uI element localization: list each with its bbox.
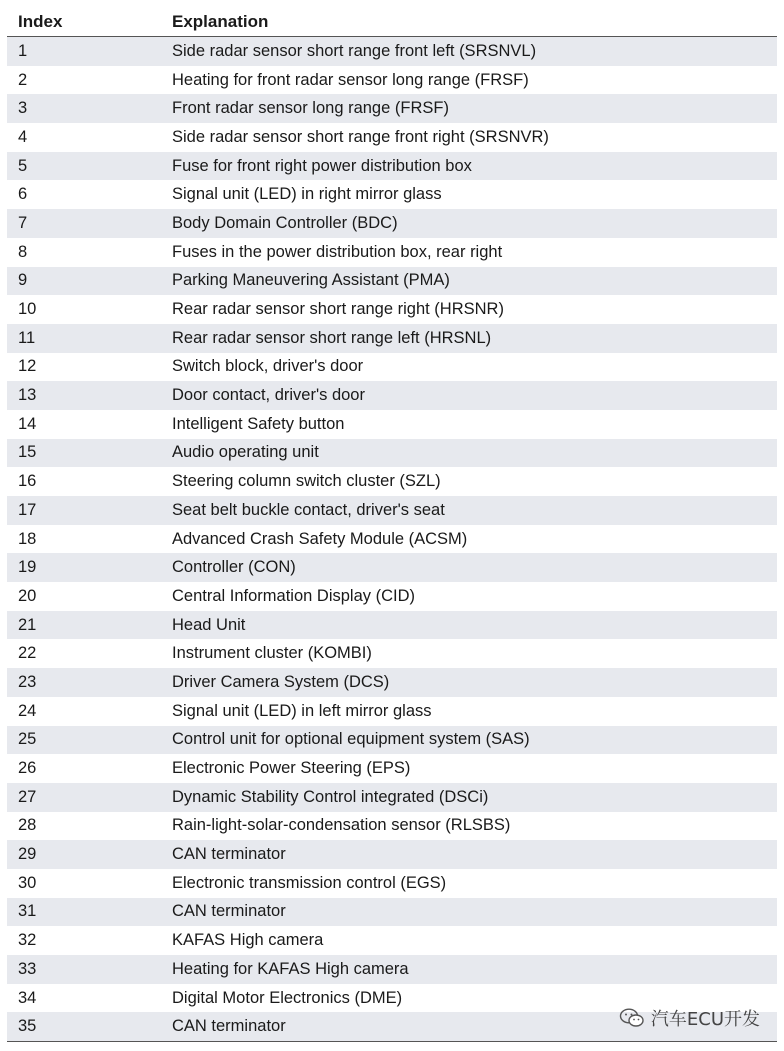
row-explanation: Digital Motor Electronics (DME) [164, 984, 777, 1013]
header-explanation: Explanation [164, 8, 777, 37]
table-row [7, 152, 777, 181]
table-header [7, 8, 777, 37]
table-row [7, 668, 777, 697]
header-index: Index [7, 8, 164, 37]
row-index: 15 [7, 439, 164, 468]
row-explanation: Central Information Display (CID) [164, 582, 777, 611]
row-explanation: Controller (CON) [164, 553, 777, 582]
row-index: 28 [7, 812, 164, 841]
table-row [7, 783, 777, 812]
row-index: 23 [7, 668, 164, 697]
row-index: 17 [7, 496, 164, 525]
row-index: 25 [7, 726, 164, 755]
row-index: 6 [7, 180, 164, 209]
row-explanation: Rear radar sensor short range left (HRSNL) [164, 324, 777, 353]
table-row [7, 410, 777, 439]
row-index: 14 [7, 410, 164, 439]
watermark-text: 汽车ECU开发 [650, 1009, 760, 1030]
row-explanation: Driver Camera System (DCS) [164, 668, 777, 697]
table-row [7, 180, 777, 209]
row-explanation: Fuse for front right power distribution box [164, 152, 777, 181]
row-explanation: Heating for front radar sensor long range (FRSF) [164, 66, 777, 95]
watermark [619, 1005, 760, 1031]
row-explanation: Rain-light-solar-condensation sensor (RLSBS) [164, 812, 777, 841]
row-explanation: Side radar sensor short range front left (SRSNVL) [164, 37, 777, 66]
table-row [7, 582, 777, 611]
row-index: 9 [7, 267, 164, 296]
table-row [7, 611, 777, 640]
table-row [7, 353, 777, 382]
table-row [7, 898, 777, 927]
table-row [7, 66, 777, 95]
row-index: 7 [7, 209, 164, 238]
row-explanation: Head Unit [164, 611, 777, 640]
row-explanation: CAN terminator [164, 1012, 777, 1041]
row-explanation: Heating for KAFAS High camera [164, 955, 777, 984]
row-explanation: Door contact, driver's door [164, 381, 777, 410]
table-body [7, 37, 777, 1042]
table-row [7, 439, 777, 468]
row-index: 4 [7, 123, 164, 152]
row-explanation: Intelligent Safety button [164, 410, 777, 439]
table-row [7, 267, 777, 296]
row-index: 16 [7, 467, 164, 496]
row-index: 13 [7, 381, 164, 410]
table-row [7, 726, 777, 755]
table-row [7, 467, 777, 496]
row-explanation: Signal unit (LED) in left mirror glass [164, 697, 777, 726]
row-index: 33 [7, 955, 164, 984]
row-explanation: Audio operating unit [164, 439, 777, 468]
row-index: 1 [7, 37, 164, 66]
table-row [7, 639, 777, 668]
table-row [7, 381, 777, 410]
row-index: 3 [7, 94, 164, 123]
row-index: 31 [7, 898, 164, 927]
row-index: 8 [7, 238, 164, 267]
row-index: 20 [7, 582, 164, 611]
table-row [7, 295, 777, 324]
row-explanation: Parking Maneuvering Assistant (PMA) [164, 267, 777, 296]
row-explanation: Signal unit (LED) in right mirror glass [164, 180, 777, 209]
row-index: 11 [7, 324, 164, 353]
row-index: 19 [7, 553, 164, 582]
table-row [7, 324, 777, 353]
row-index: 22 [7, 639, 164, 668]
row-explanation: Electronic transmission control (EGS) [164, 869, 777, 898]
row-explanation: Advanced Crash Safety Module (ACSM) [164, 525, 777, 554]
row-index: 5 [7, 152, 164, 181]
row-explanation: Dynamic Stability Control integrated (DSCi) [164, 783, 777, 812]
row-explanation: Body Domain Controller (BDC) [164, 209, 777, 238]
row-index: 35 [7, 1012, 164, 1041]
table-row [7, 926, 777, 955]
row-explanation: Control unit for optional equipment system (SAS) [164, 726, 777, 755]
row-explanation: Steering column switch cluster (SZL) [164, 467, 777, 496]
wechat-icon [619, 1008, 645, 1028]
table-row [7, 697, 777, 726]
table-row [7, 525, 777, 554]
table-row [7, 496, 777, 525]
table-row [7, 123, 777, 152]
row-index: 2 [7, 66, 164, 95]
row-index: 32 [7, 926, 164, 955]
header-row [7, 8, 777, 37]
row-index: 26 [7, 754, 164, 783]
table-row [7, 238, 777, 267]
row-index: 30 [7, 869, 164, 898]
row-explanation: Instrument cluster (KOMBI) [164, 639, 777, 668]
table-row [7, 94, 777, 123]
table-row [7, 812, 777, 841]
component-table-container [7, 8, 777, 1042]
row-index: 34 [7, 984, 164, 1013]
row-explanation: KAFAS High camera [164, 926, 777, 955]
row-index: 10 [7, 295, 164, 324]
row-explanation: CAN terminator [164, 840, 777, 869]
table-row [7, 840, 777, 869]
table-row [7, 754, 777, 783]
row-index: 18 [7, 525, 164, 554]
row-explanation: Switch block, driver's door [164, 353, 777, 382]
row-explanation: CAN terminator [164, 898, 777, 927]
table-row [7, 37, 777, 66]
table-row [7, 955, 777, 984]
component-index-table [7, 8, 777, 1042]
table-row [7, 209, 777, 238]
row-index: 24 [7, 697, 164, 726]
table-row [7, 869, 777, 898]
row-explanation: Fuses in the power distribution box, rear right [164, 238, 777, 267]
row-explanation: Side radar sensor short range front right (SRSNVR) [164, 123, 777, 152]
table-row [7, 553, 777, 582]
row-index: 27 [7, 783, 164, 812]
row-index: 21 [7, 611, 164, 640]
row-explanation: Electronic Power Steering (EPS) [164, 754, 777, 783]
row-explanation: Seat belt buckle contact, driver's seat [164, 496, 777, 525]
row-explanation: Front radar sensor long range (FRSF) [164, 94, 777, 123]
row-index: 29 [7, 840, 164, 869]
row-explanation: Rear radar sensor short range right (HRSNR) [164, 295, 777, 324]
row-index: 12 [7, 353, 164, 382]
